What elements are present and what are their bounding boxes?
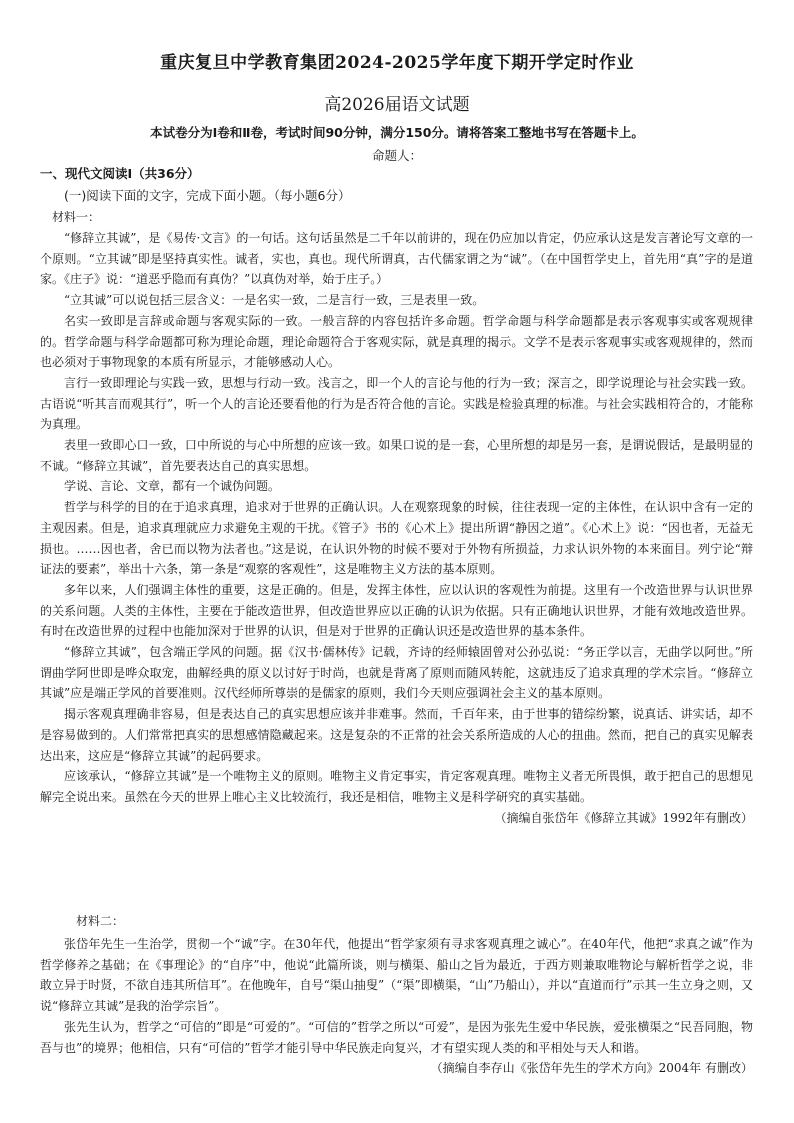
paragraph: 多年以来，人们强调主体性的重要，这是正确的。但是，发挥主体性，应以认识的客观性为前提。这里有一个改造世界与认识世界的关系问题。人类的主体性，主要在于能改造世界，但改造世界应以正确的认识为依据。只有正确地认识世界，才能有效地改造世界。有时在改造世界的过程中也能加深对于世界的认识，但是对于世界的正确认识还是改造世界的基本条件。 (40, 582, 753, 639)
exam-title: 重庆复旦中学教育集团2024-2025学年度下期开学定时作业 (160, 53, 634, 73)
paragraph: 哲学与科学的目的在于追求真理，追求对于世界的正确认识。人在观察现象的时候，往往表现一定的主体性，在认识中含有一定的主观因素。但是，追求真理就应力求避免主观的干扰。《管子》书的《心术上》提出所谓“静因之道”。《心术上》说：“因也者，无益无损也。……因也者，舍已而以物为法者也。”这是说，在认识外物的时候不要对于外物有所损益，力求认识外物的本来面目。列宁论“辩证法的要素”，举出十六条，第一条是“观察的客观性”，这是唯物主义方法的基本原则。 (40, 500, 753, 577)
paragraph: 张岱年先生一生治学，贯彻一个“诚”字。在30年代，他提出“哲学家须有寻求客观真理之诚心”。在40年代，他把“求真之诚”作为哲学修养之基础；在《事理论》的“自序”中，他说“此篇所谈，则与横渠、船山之旨为最近，于西方则兼取唯物论与解析哲学之说，非敢立异于时贤，不欲自违其所信耳”。在他晚年，自号“渠山抽叟”（“渠”即横渠，“山”乃船山），并以“直道而行”示其一生立身之则，又说“修辞立其诚”是我的治学宗旨”。 (40, 937, 753, 1014)
paragraph: 揭示客观真理确非容易，但是表达自己的真实思想应该并非难事。然而，千百年来，由于世事的错综纷繁，说真话、讲实话，却不是容易做到的。人们常常把真实的思想感情隐藏起来。这是复杂的不正常的社会关系所造成的人心的扭曲。然而，把自己的真实见解表达出来，这应是“修辞立其诚”的起码要求。 (40, 707, 753, 763)
paragraph: “立其诚”可以说包括三层含义：一是名实一致，二是言行一致，三是表里一致。 (64, 293, 485, 308)
paragraph: “修辞立其诚”，是《易传·文言》的一句话。这句话虽然是二千年以前讲的，现在仍应加以肯定，仍应承认这是发言著论写文章的一个原则。“立其诚”即是坚持真实性。诚者，实也，真也。现代所谓真，古代儒家谓之为“诚”。（在中国哲学史上，首先用“真”字的是道家。《庄子》说：“道恶乎隐而有真伪？”以真伪对举，始于庄子。） (40, 231, 753, 287)
paragraph: 张先生认为，哲学之“可信的”即是“可爱的”。“可信的”哲学之所以“可爱”，是因为张先生爱中华民族，爱张横渠之“民吾同胞，物吾与也”的境界；他相信，只有“可信的”哲学才能引导中华民族走向复兴，才有望实现人类的和平相处与天人和谐。 (40, 1019, 753, 1055)
material-1-body (40, 228, 753, 828)
paragraph: 学说、言论、文章，都有一个诚伪问题。 (64, 479, 281, 494)
question-setter: 命题人： (371, 148, 422, 163)
material-2-body (40, 934, 753, 1079)
material-1-label: 材料一： (52, 210, 101, 224)
section-heading: 一、现代文阅读Ⅰ（共36分） (40, 166, 200, 181)
paragraph: “修辞立其诚”，包含端正学风的问题。据《汉书·儒林传》记载，齐诗的经师辕固曾对公孙弘说：“务正学以言，无曲学以阿世。”所谓曲学阿世即是哗众取宠，曲解经典的原义以讨好于时尚，也就是背离了原则而随风转舵，这就违反了追求真理的学术宗旨。“修辞立其诚”应是端正学风的首要准则。汉代经师所尊崇的是儒家的原则，我们今天则应强调社会主义的基本原则。 (40, 645, 753, 701)
paragraph: 应该承认，“修辞立其诚”是一个唯物主义的原则。唯物主义肯定事实，肯定客观真理。唯物主义者无所畏惧，敢于把自己的思想见解完全说出来。虽然在今天的世界上唯心主义比较流行，我还是相信，唯物主义是科学研究的真实基础。 (40, 769, 753, 804)
section-subheading: (一)阅读下面的文字，完成下面小题。（每小题6分） (64, 188, 351, 203)
material-1-source: （摘编自张岱年《修辞立其诚》1992年有删改） (494, 810, 753, 825)
material-2-source: （摘编自李存山《张岱年先生的学术方向》2004年 有删改） (430, 1061, 753, 1076)
paragraph: 言行一致即理论与实践一致，思想与行动一致。浅言之，即一个人的言论与他的行为一致；深言之，即学说理论与社会实践一致。古语说“听其言而观其行”，听一个人的言论还要看他的行为是否符合他的言论。实践是检验真理的标准。与社会实践相符合的，才能称为真理。 (40, 375, 753, 432)
exam-subtitle: 高2026届语文试题 (324, 95, 470, 115)
exam-instructions: 本试卷分为Ⅰ卷和Ⅱ卷，考试时间90分钟，满分150分。请将答案工整地书写在答题卡上。 (150, 125, 644, 140)
material-2-label: 材料二： (76, 914, 125, 928)
paragraph: 表里一致即心口一致，口中所说的与心中所想的应该一致。如果口说的是一套，心里所想的却是另一套，是谓说假话，是最明显的不诚。“修辞立其诚”，首先要表达自己的真实思想。 (40, 438, 753, 473)
paragraph: 名实一致即是言辞或命题与客观实际的一致。一般言辞的内容包括许多命题。哲学命题与科学命题都是表示客观事实或客观规律的。哲学命题与科学命题都可称为理论命题，理论命题符合于客观实际，就是真理的揭示。文学不是表示客观事实或客观规律的，然而也必须对于事物现象的本质有所显示，才能够感动人心。 (40, 313, 753, 370)
